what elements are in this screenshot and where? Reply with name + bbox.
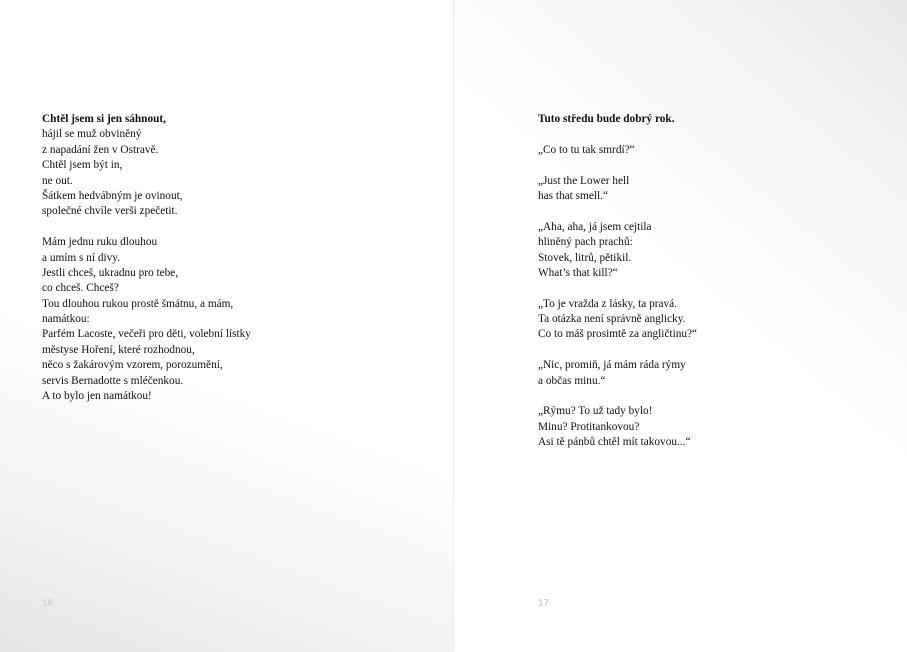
poem-line: „Co to tu tak smrdí?“ — [538, 143, 635, 156]
poem-line: „Just the Lower hell — [538, 174, 630, 187]
stanza-break — [538, 127, 697, 142]
poem-line: „Rýmu? To už tady bylo! — [538, 405, 653, 418]
page-number-left: 16 — [42, 598, 54, 609]
poem-title-line: Chtěl jsem si jen sáhnout, — [42, 113, 166, 125]
poem-line: „To je vražda z lásky, ta pravá. — [538, 297, 677, 310]
poem-line: a občas minu.“ — [538, 374, 606, 387]
poem-line: Tou dlouhou rukou prostě šmátnu, a mám, — [42, 297, 234, 310]
poem-line: Mám jednu ruku dlouhou — [42, 236, 158, 249]
poem-line: Asi tě pánbů chtěl mít takovou...“ — [538, 436, 691, 449]
stanza-break — [538, 204, 697, 219]
poem-line: A to bylo jen namátkou! — [42, 390, 152, 403]
poem-line: has that smell.“ — [538, 189, 608, 202]
poem-line: namátkou: — [42, 313, 90, 326]
poem-line: hliněný pach prachů: — [538, 236, 633, 249]
poem-line: městyse Hoření, které rozhodnou, — [42, 343, 195, 356]
poem-line: Ta otázka není správně anglicky. — [538, 313, 686, 326]
poem-line: z napadání žen v Ostravě. — [42, 143, 159, 156]
right-poem — [538, 112, 697, 451]
poem-title-line: Tuto středu bude dobrý rok. — [538, 113, 675, 125]
poem-line: Jestli chceš, ukradnu pro tebe, — [42, 266, 179, 279]
poem-line: „Nic, promiň, já mám ráda rýmy — [538, 359, 686, 372]
stanza-break — [538, 343, 697, 358]
poem-line: a umím s ní divy. — [42, 251, 121, 264]
left-poem — [42, 112, 251, 404]
poem-line: hájil se muž obviněný — [42, 128, 142, 141]
poem-line: něco s žakárovým vzorem, porozumění, — [42, 359, 223, 372]
poem-line: Chtěl jsem být in, — [42, 159, 123, 172]
stanza-break — [538, 389, 697, 404]
poem-line: Minu? Protitankovou? — [538, 420, 640, 433]
page-number-right: 17 — [538, 598, 550, 609]
poem-line: Parfém Lacoste, večeři pro děti, volební lístky — [42, 328, 251, 341]
stanza-break — [538, 158, 697, 173]
stanza-break — [42, 220, 251, 235]
right-page — [454, 0, 907, 652]
poem-line: „Aha, aha, já jsem cejtila — [538, 220, 652, 233]
poem-line: Šátkem hedvábným je ovinout, — [42, 189, 183, 202]
poem-line: ne out. — [42, 174, 73, 187]
poem-line: What’s that kill?“ — [538, 266, 618, 279]
left-page — [0, 0, 453, 652]
poem-line: servis Bernadotte s mléčenkou. — [42, 374, 184, 387]
poem-line: společné chvíle verši zpečetit. — [42, 205, 178, 218]
poem-line: co chceš. Chceš? — [42, 282, 119, 295]
poem-line: Co to máš prosimtě za angličtinu?“ — [538, 328, 698, 341]
stanza-break — [538, 281, 697, 296]
poem-line: Stovek, litrů, pětikil. — [538, 251, 632, 264]
